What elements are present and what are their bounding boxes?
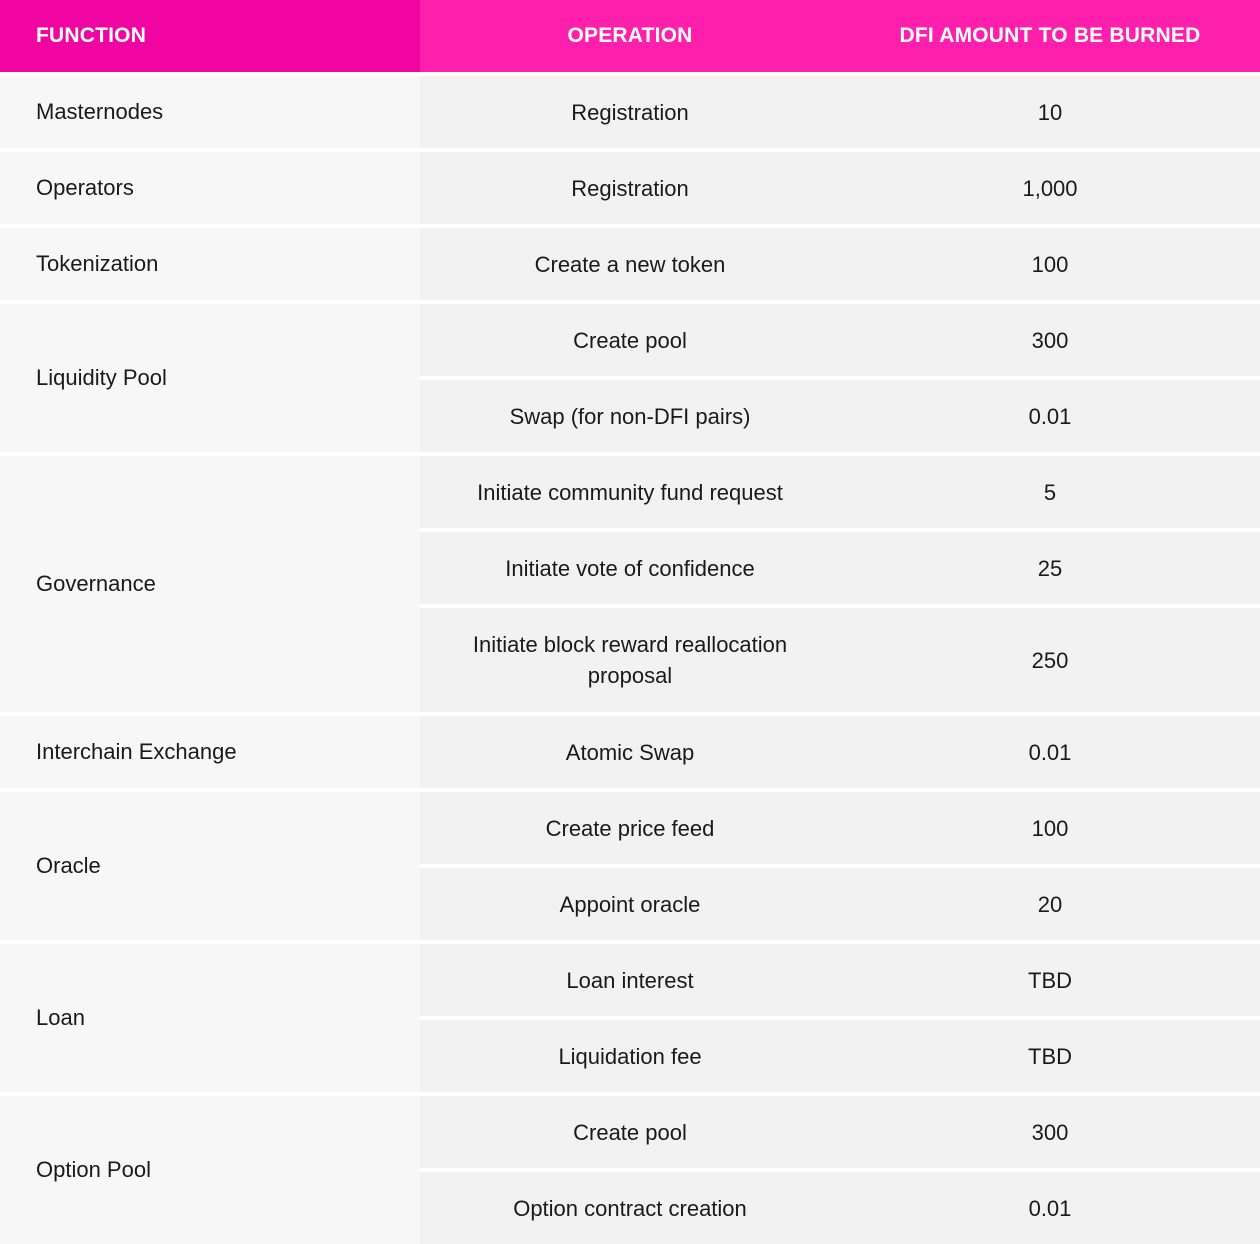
operation-label: Atomic Swap [565, 739, 695, 765]
operation-cell [420, 456, 840, 528]
operation-label: Create a new token [534, 251, 726, 277]
table-row-group [0, 152, 1260, 224]
amount-cell: 1,000 [840, 152, 1260, 224]
table-row-group [0, 716, 1260, 788]
table-row-group [0, 228, 1260, 300]
table-row [420, 1172, 1260, 1244]
table-row [420, 716, 1260, 788]
operation-cell [420, 1096, 840, 1168]
header-function: FUNCTION [0, 0, 420, 72]
operation-label: Initiate vote of confidence [505, 555, 755, 581]
operation-cell [420, 716, 840, 788]
table-row-group [0, 1096, 1260, 1244]
table-row [420, 608, 1260, 712]
function-cell: Interchain Exchange [0, 716, 420, 788]
table-row-group [0, 76, 1260, 148]
amount-cell: 100 [840, 792, 1260, 864]
table-row [420, 304, 1260, 376]
table-row [420, 532, 1260, 604]
operation-cell [420, 228, 840, 300]
amount-cell: 100 [840, 228, 1260, 300]
operation-label: Create pool [573, 1119, 687, 1145]
operation-label: Registration [571, 175, 689, 201]
operation-cell [420, 76, 840, 148]
amount-cell: TBD [840, 944, 1260, 1016]
operation-label: Liquidation fee [558, 1043, 702, 1069]
operation-cell [420, 1020, 840, 1092]
function-cell: Oracle [0, 792, 420, 940]
table-row [420, 152, 1260, 224]
table-header [0, 0, 1260, 72]
table-row-group [0, 792, 1260, 940]
function-cell: Governance [0, 456, 420, 712]
amount-cell: 0.01 [840, 380, 1260, 452]
operation-cell [420, 152, 840, 224]
operation-cell [420, 380, 840, 452]
operation-cell [420, 608, 840, 712]
operation-cell [420, 868, 840, 940]
operation-cell [420, 304, 840, 376]
operation-label: Initiate block reward reallocation proposal [472, 632, 788, 688]
table-row-group [0, 304, 1260, 452]
operation-cell [420, 532, 840, 604]
amount-cell: 0.01 [840, 716, 1260, 788]
operation-label: Appoint oracle [559, 891, 701, 917]
amount-cell: 20 [840, 868, 1260, 940]
table-row-group [0, 456, 1260, 712]
operation-label: Option contract creation [513, 1195, 747, 1221]
table-row [420, 76, 1260, 148]
amount-cell: 300 [840, 304, 1260, 376]
table-row [420, 868, 1260, 940]
operation-cell [420, 944, 840, 1016]
function-cell: Loan [0, 944, 420, 1092]
operation-cell [420, 792, 840, 864]
table-row [420, 1096, 1260, 1168]
table-row [420, 792, 1260, 864]
table-row [420, 944, 1260, 1016]
amount-cell: 10 [840, 76, 1260, 148]
function-cell: Tokenization [0, 228, 420, 300]
function-cell: Operators [0, 152, 420, 224]
function-cell: Masternodes [0, 76, 420, 148]
amount-cell: 250 [840, 608, 1260, 712]
header-amount: DFI AMOUNT TO BE BURNED [840, 0, 1260, 72]
function-cell: Option Pool [0, 1096, 420, 1244]
operation-label: Loan interest [566, 967, 694, 993]
header-operation: OPERATION [420, 0, 840, 72]
table-row-group [0, 944, 1260, 1092]
table-row [420, 380, 1260, 452]
operation-label: Initiate community fund request [477, 479, 783, 505]
amount-cell: 5 [840, 456, 1260, 528]
amount-cell: 0.01 [840, 1172, 1260, 1244]
operation-label: Registration [571, 99, 689, 125]
table-row [420, 228, 1260, 300]
amount-cell: TBD [840, 1020, 1260, 1092]
operation-label: Create price feed [545, 815, 715, 841]
amount-cell: 25 [840, 532, 1260, 604]
operation-cell [420, 1172, 840, 1244]
amount-cell: 300 [840, 1096, 1260, 1168]
operation-label: Create pool [573, 327, 687, 353]
table-row [420, 1020, 1260, 1092]
function-cell: Liquidity Pool [0, 304, 420, 452]
operation-label: Swap (for non-DFI pairs) [509, 403, 751, 429]
table-row [420, 456, 1260, 528]
